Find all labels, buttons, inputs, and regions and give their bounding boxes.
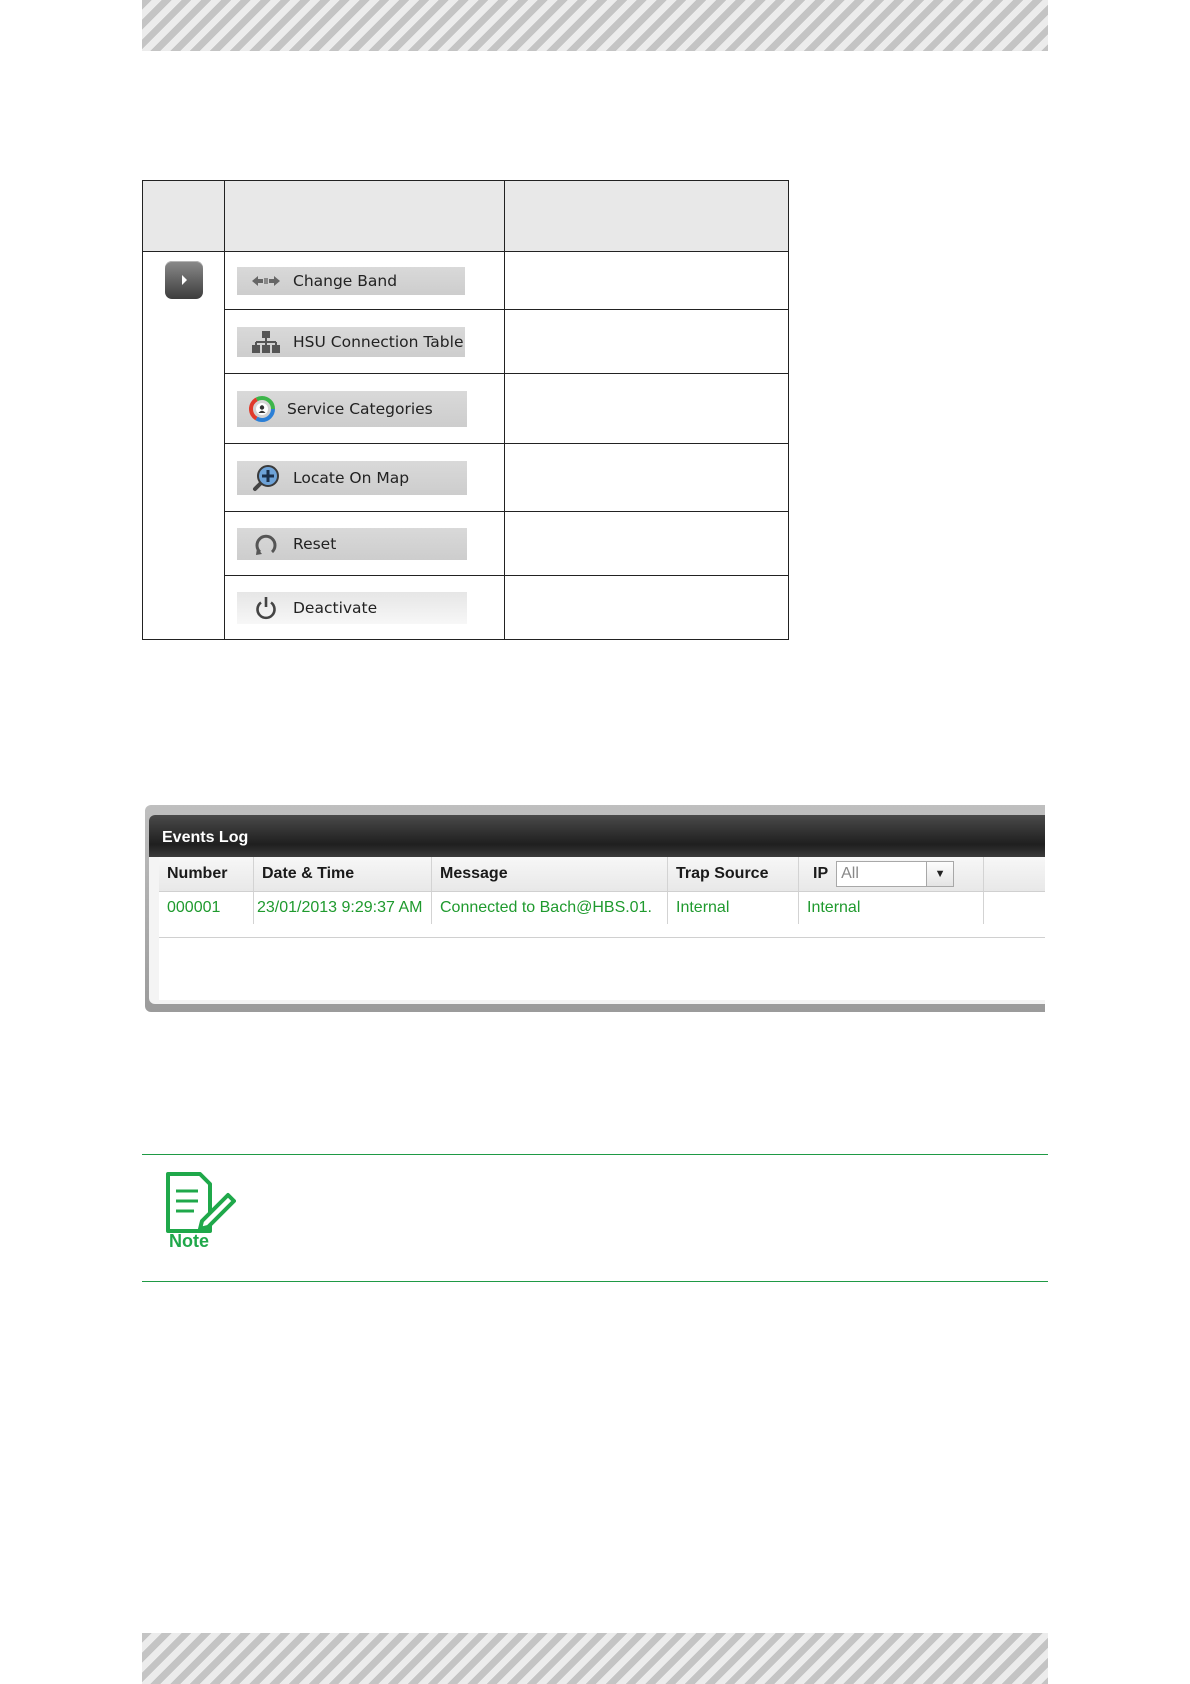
description-cell <box>505 576 789 640</box>
event-message: Connected to Bach@HBS.01. <box>432 892 668 924</box>
table-row[interactable] <box>159 892 1045 924</box>
description-cell <box>505 444 789 512</box>
note-label: Note <box>169 1231 209 1251</box>
column-header-date-time[interactable]: Date & Time <box>254 857 432 891</box>
table-header-row <box>143 181 789 252</box>
description-cell <box>505 252 789 310</box>
table-row <box>143 444 789 512</box>
change-band-button[interactable] <box>237 267 465 295</box>
service-categories-label: Service Categories <box>287 399 433 418</box>
column-header-ip-label[interactable]: IP <box>813 865 829 882</box>
events-log-title: Events Log <box>149 815 1045 857</box>
chevron-down-icon[interactable]: ▼ <box>926 862 953 886</box>
hsu-menu-table <box>142 180 789 640</box>
event-trap-source: Internal <box>668 892 799 924</box>
deactivate-button[interactable] <box>237 592 467 624</box>
ip-filter-value: All <box>841 865 859 882</box>
note-box <box>142 1154 1048 1282</box>
hsu-connection-table-label: HSU Connection Table <box>293 332 464 351</box>
table-row <box>143 310 789 374</box>
change-band-label: Change Band <box>293 271 398 290</box>
note-icon <box>162 1171 236 1240</box>
reset-button[interactable] <box>237 528 467 560</box>
header-cell-description <box>505 181 789 252</box>
description-cell <box>505 512 789 576</box>
header-decorative-band <box>142 0 1048 51</box>
table-row <box>143 252 789 310</box>
reset-icon <box>251 532 281 556</box>
events-log-panel <box>145 805 1045 1012</box>
column-header-trap-source[interactable]: Trap Source <box>668 857 799 891</box>
column-header-ip <box>799 857 984 891</box>
event-datetime: 23/01/2013 9:29:37 AM <box>254 892 432 924</box>
event-ip: Internal <box>799 892 984 924</box>
service-categories-icon <box>247 397 277 421</box>
menu-icon-cell <box>143 252 225 640</box>
deactivate-icon <box>251 596 281 620</box>
menu-arrow-icon <box>165 261 203 299</box>
hsu-connection-table-button[interactable] <box>237 327 465 357</box>
locate-on-map-icon <box>251 466 281 490</box>
event-number: 000001 <box>159 892 254 924</box>
events-log-header-row <box>159 857 1045 892</box>
events-log-grid <box>159 857 1045 937</box>
description-cell <box>505 310 789 374</box>
deactivate-label: Deactivate <box>293 598 378 617</box>
service-categories-button[interactable] <box>237 391 467 427</box>
footer-decorative-band <box>142 1633 1048 1684</box>
table-row <box>143 512 789 576</box>
events-log-empty-area <box>159 937 1045 1000</box>
locate-on-map-label: Locate On Map <box>293 468 410 487</box>
locate-on-map-button[interactable] <box>237 461 467 495</box>
table-row <box>143 576 789 640</box>
column-header-message[interactable]: Message <box>432 857 668 891</box>
reset-label: Reset <box>293 534 337 553</box>
header-cell-item <box>225 181 505 252</box>
description-cell <box>505 374 789 444</box>
ip-filter-select[interactable] <box>836 861 954 887</box>
column-header-number[interactable]: Number <box>159 857 254 891</box>
change-band-icon <box>251 269 281 293</box>
hsu-connection-table-icon <box>251 330 281 354</box>
table-row <box>143 374 789 444</box>
header-cell-icon <box>143 181 225 252</box>
